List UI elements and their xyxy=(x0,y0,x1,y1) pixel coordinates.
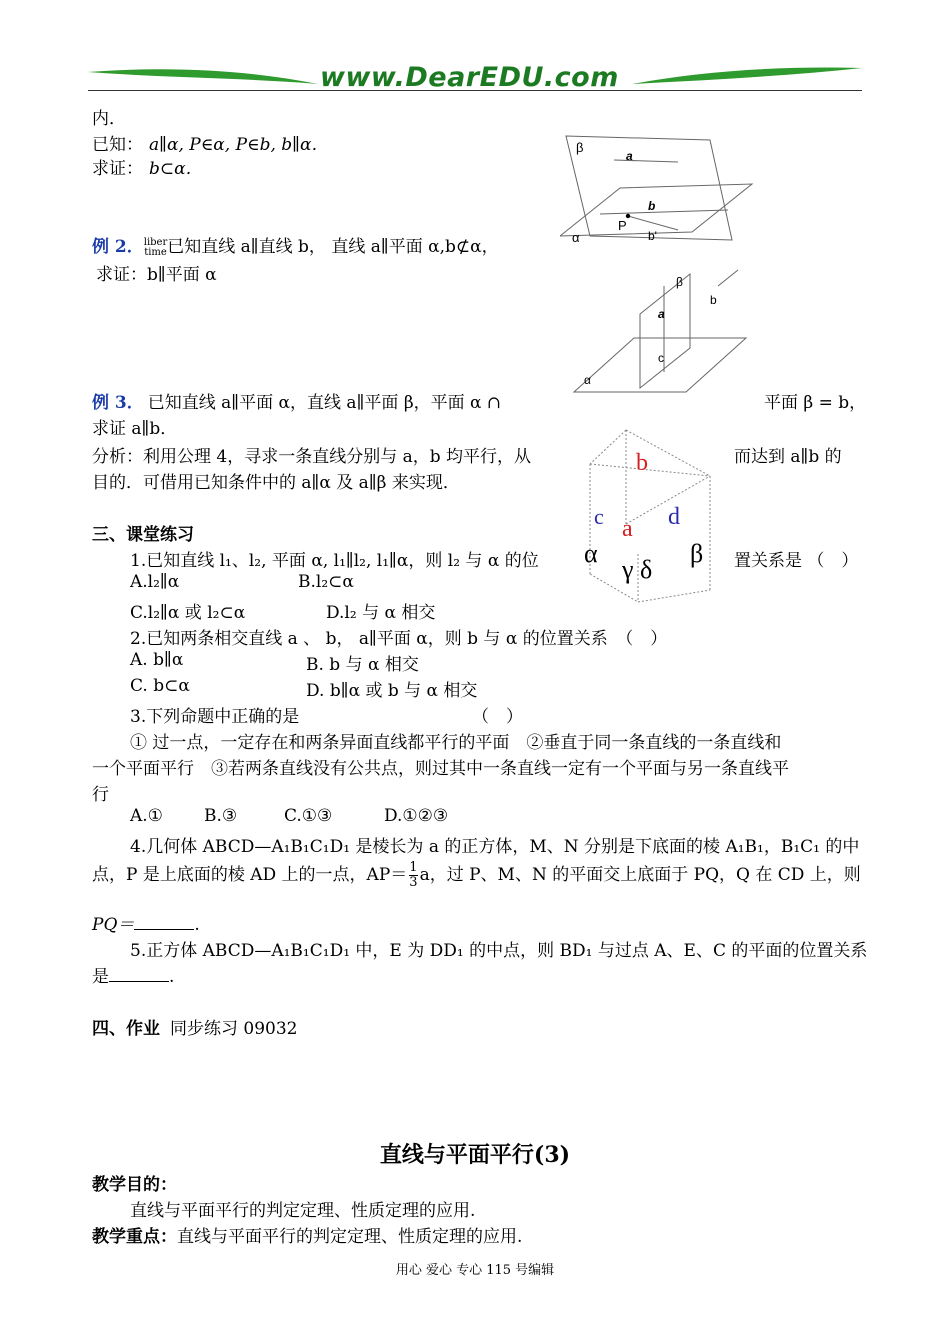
given-line: 已知： a∥α, P∈α, P∈b, b∥α． xyxy=(92,135,329,155)
practice-heading: 三、课堂练习 xyxy=(92,525,194,545)
fig1-bprime-label: b' xyxy=(648,229,657,243)
q3-option-b: B.③ xyxy=(204,806,238,826)
figure-prism-planes xyxy=(580,424,720,608)
analysis-line-1: 分析：利用公理 4，寻求一条直线分别与 a，b 均平行，从 xyxy=(92,447,532,467)
q1-option-d: D.l₂ 与 α 相交 xyxy=(326,603,436,623)
fig2-c-label: c xyxy=(658,351,664,365)
header-rule xyxy=(88,90,862,91)
q3-option-d: D.①②③ xyxy=(384,806,449,826)
fig1-P-label: P xyxy=(618,218,627,233)
fig3-d-label: d xyxy=(668,504,680,530)
fig1-a-label: a xyxy=(626,149,633,163)
q1-option-c: C.l₂∥α 或 l₂⊂α xyxy=(130,603,246,623)
q5-line-2: 是 . xyxy=(92,967,175,987)
fig3-a-label: a xyxy=(622,516,633,542)
q2-option-b: B. b 与 α 相交 xyxy=(306,655,419,675)
q5-line-1: 5.正方体 ABCD—A₁B₁C₁D₁ 中，E 为 DD₁ 的中点，则 BD₁ 与过点 A、E、C 的平面的位置关系 xyxy=(130,941,868,961)
q2-option-d: D. b∥α 或 b 与 α 相交 xyxy=(306,681,478,701)
example-2-prove: 求证：b∥平面 α xyxy=(96,265,217,285)
figure-planes-alpha-beta xyxy=(560,132,760,254)
goal-text: 直线与平面平行的判定定理、性质定理的应用. xyxy=(130,1201,476,1221)
example-3-tail: 平面 β = b， xyxy=(764,393,867,413)
example-2-label: 例 2． xyxy=(92,237,144,257)
site-logo-text: www.DearEDU.com xyxy=(320,62,619,93)
q1-option-b: B.l₂⊂α xyxy=(298,572,354,592)
fig2-a-label: a xyxy=(658,307,665,321)
q3-option-c: C.①③ xyxy=(284,806,333,826)
fig2-alpha-label: α xyxy=(584,373,591,387)
fig2-b-label: b xyxy=(710,293,717,307)
homework: 四、作业 同步练习 09032 xyxy=(92,1019,298,1039)
fraction-one-third: $\frac{1}{3}$ xyxy=(409,860,418,890)
q3-body-3: 行 xyxy=(92,785,109,805)
liber-time-mark: liber time xyxy=(143,236,168,258)
q4-line-2: 点，P 是上底面的棱 AD 上的一点，AP＝ $\frac{1}{3}$ a，过 P、M、N 的平面交上底面于 PQ，Q 在 CD 上，则 xyxy=(92,860,861,890)
fig3-c-label: c xyxy=(594,504,604,529)
q3-body-2: 一个平面平行 ③若两条直线没有公共点，则过其中一条直线一定有一个平面与另一条直线平 xyxy=(92,759,789,779)
lesson-title: 直线与平面平行(3) xyxy=(379,1142,571,1168)
q4-line-1: 4.几何体 ABCD—A₁B₁C₁D₁ 是棱长为 a 的正方体，M、N 分别是下底面的棱 A₁B₁，B₁C₁ 的中 xyxy=(130,837,860,857)
fig1-beta-label: β xyxy=(576,140,584,155)
answer-blank-relation xyxy=(109,967,169,982)
fig3-b-label: b xyxy=(636,450,648,476)
prove-line: 求证： b⊂α． xyxy=(92,159,203,179)
example-3: 例 3． 已知直线 a∥平面 α，直线 a∥平面 β，平面 α ∩ xyxy=(92,393,502,413)
focus-line: 教学重点：直线与平面平行的判定定理、性质定理的应用. xyxy=(92,1227,523,1247)
fig1-alpha-label: α xyxy=(572,230,580,245)
q3-stem: 3.下列命题中正确的是 xyxy=(130,707,300,727)
q3-paren: （ ） xyxy=(472,707,523,727)
line-continuation: 内． xyxy=(92,109,126,129)
fig3-gamma-delta-label: γ δ xyxy=(622,555,653,584)
analysis-line-1-tail: 而达到 a∥b 的 xyxy=(734,447,842,467)
analysis-line-2: 目的．可借用已知条件中的 a∥α 及 a∥β 来实现． xyxy=(92,473,460,493)
q2-stem: 2.已知两条相交直线 a 、 b， a∥平面 α，则 b 与 α 的位置关系 （ ） xyxy=(130,629,668,649)
q4-line-3: PQ＝ . xyxy=(92,915,200,935)
fig1-b-label: b xyxy=(648,199,656,213)
fig3-beta-label: β xyxy=(690,539,704,568)
goal-label: 教学目的： xyxy=(92,1175,177,1195)
fig2-beta-label: β xyxy=(676,275,683,289)
q3-option-a: A.① xyxy=(130,806,163,826)
q3-body-1: ① 过一点，一定存在和两条异面直线都平行的平面 ②垂直于同一条直线的一条直线和 xyxy=(130,733,782,753)
example-2: 例 2． liber time 已知直线 a∥直线 b， 直线 a∥平面 α,b⊄α， xyxy=(92,236,499,258)
figure-planes-intersecting xyxy=(570,268,750,398)
answer-blank-pq xyxy=(134,915,194,930)
example-3-prove: 求证 a∥b． xyxy=(92,419,178,439)
q1-option-a: A.l₂∥α xyxy=(130,572,180,592)
fig3-alpha-label: α xyxy=(584,539,598,568)
example-3-label: 例 3． xyxy=(92,393,144,413)
q2-option-c: C. b⊂α xyxy=(130,676,190,696)
page-footer: 用心 爱心 专心 115 号编辑 xyxy=(395,1263,555,1278)
q1-stem-tail: 置关系是 （ ） xyxy=(734,551,859,571)
q2-option-a: A. b∥α xyxy=(130,650,184,670)
q1-stem: 1.已知直线 l₁、l₂, 平面 α, l₁∥l₂, l₁∥α，则 l₂ 与 α 的位 xyxy=(130,551,539,571)
